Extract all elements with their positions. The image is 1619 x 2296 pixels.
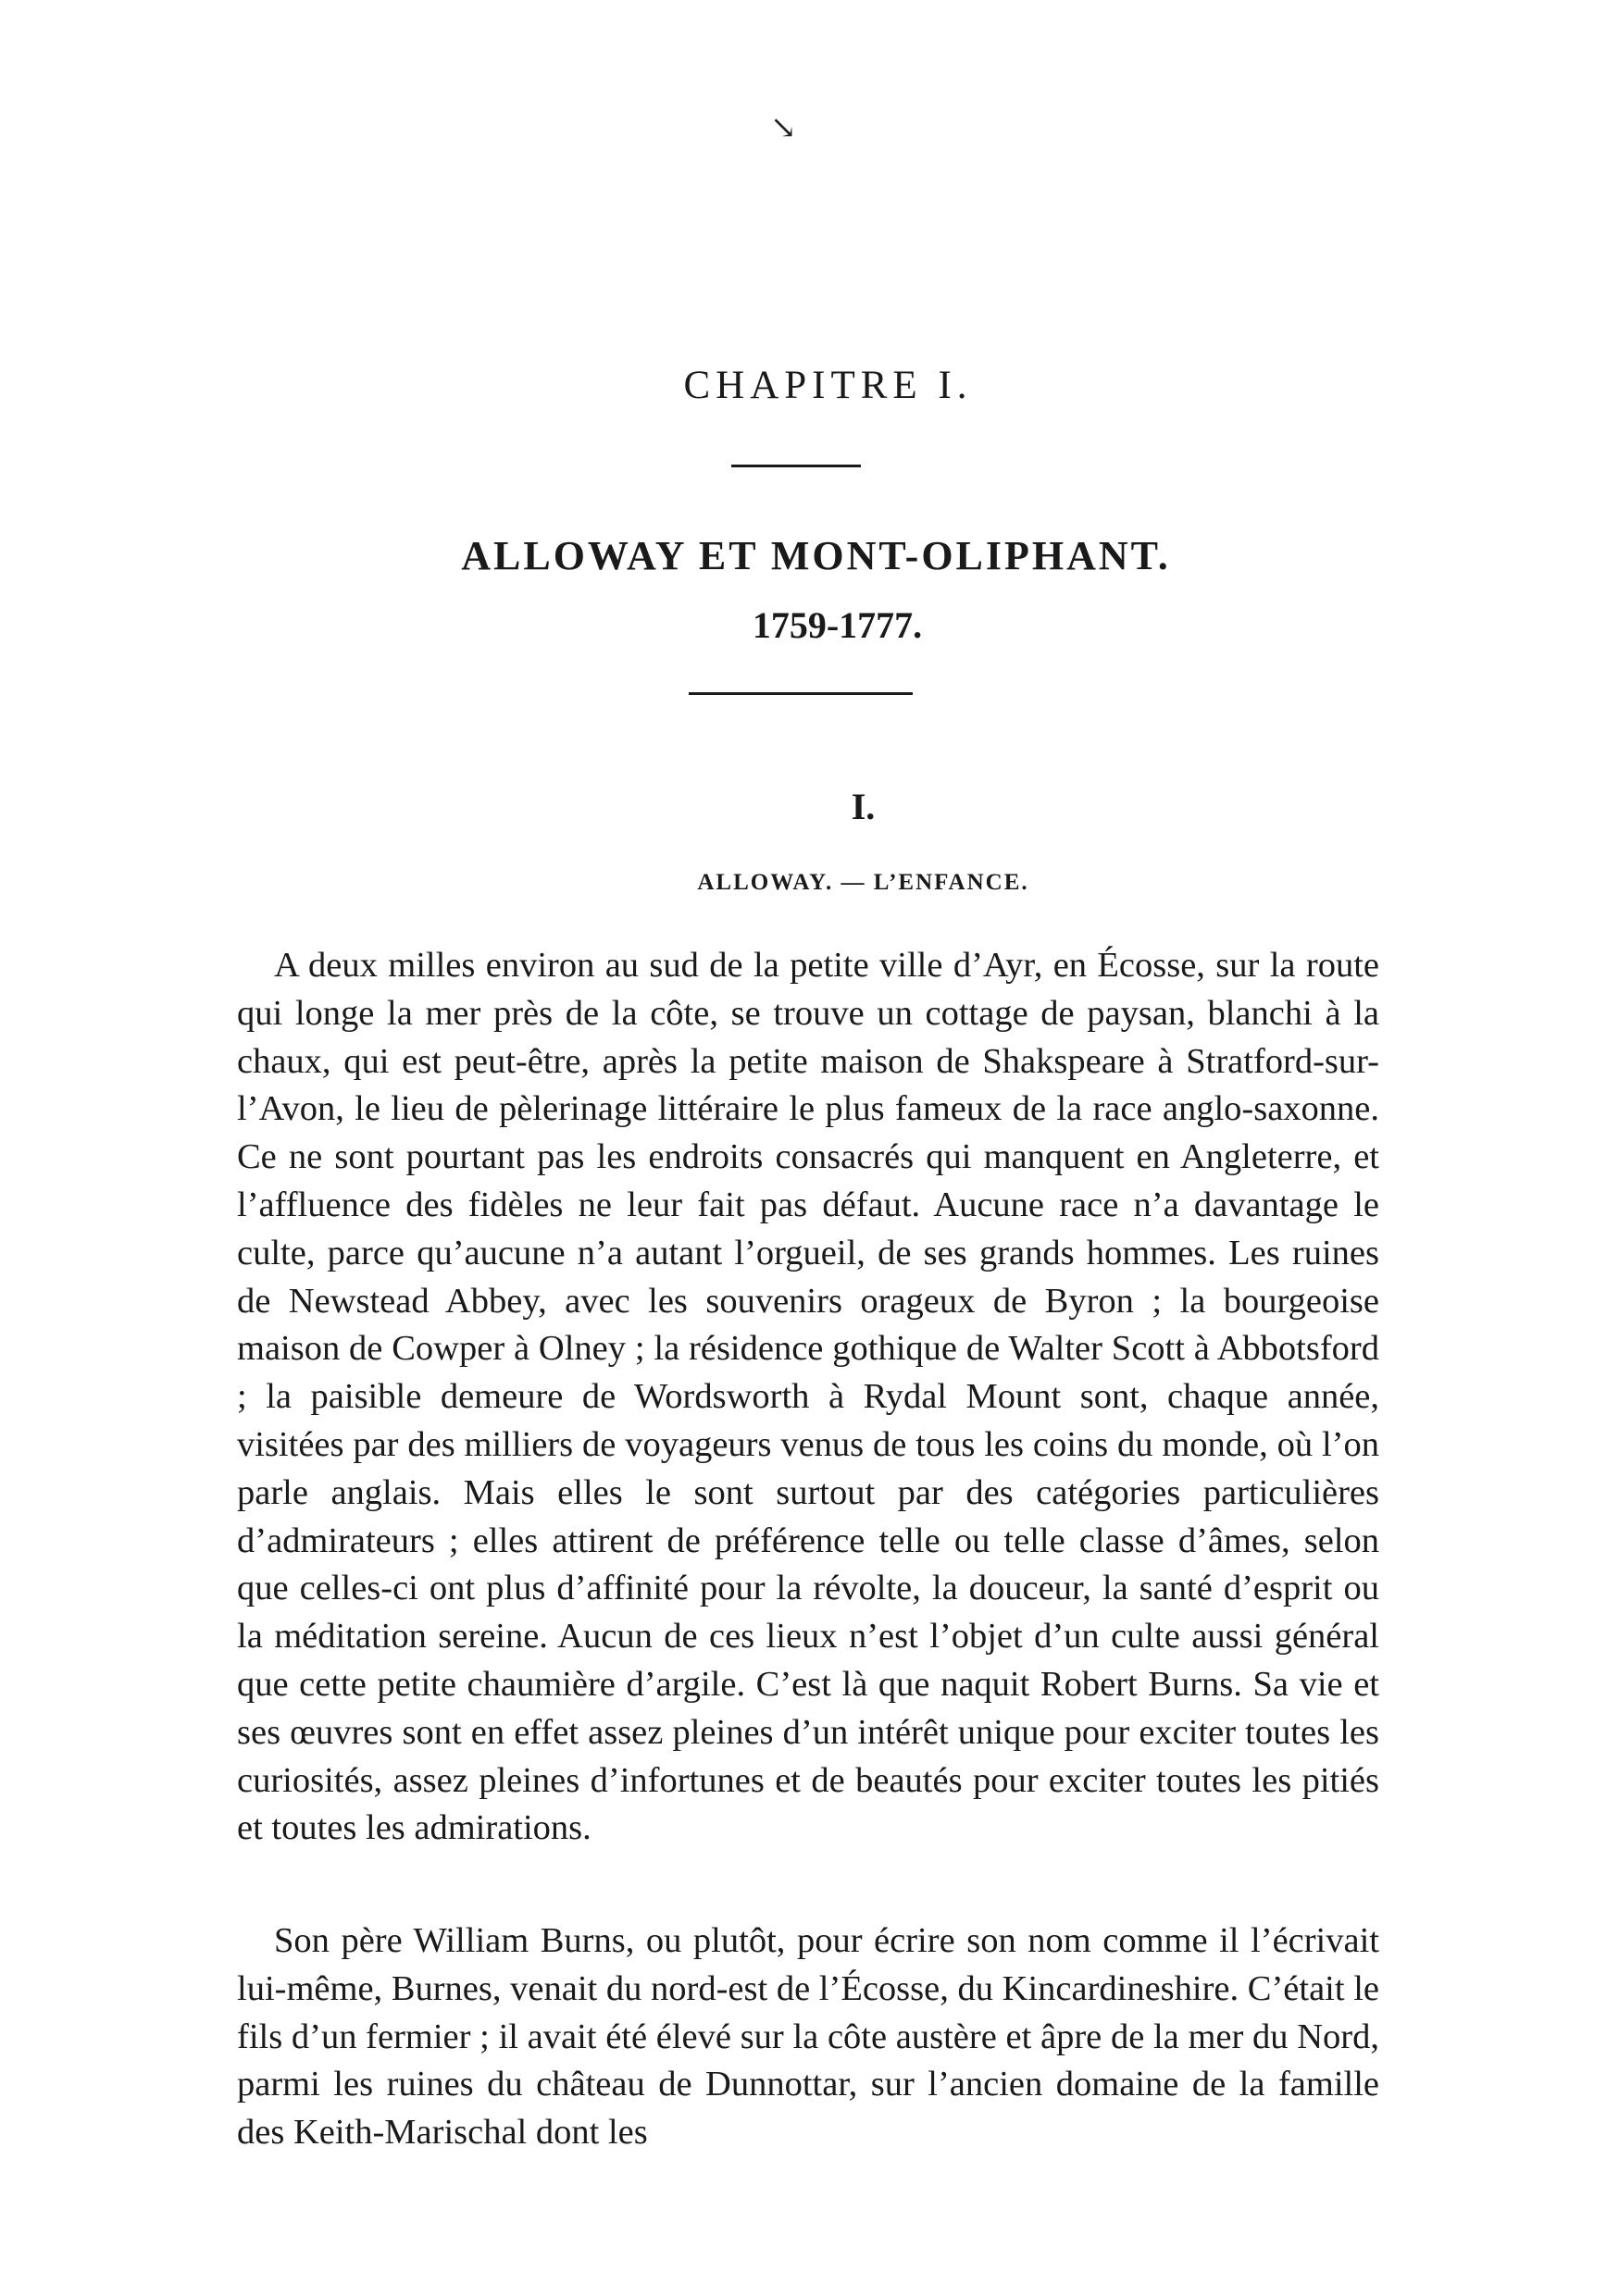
chapter-title: ALLOWAY ET MONT-OLIPHANT. (461, 533, 1171, 578)
chapter-heading: CHAPITRE I. (683, 364, 973, 407)
chapter-dates: 1759-1777. (752, 604, 923, 646)
chapter-divider (731, 465, 861, 467)
body-paragraph-1: A deux milles environ au sud de la petite ville d’Ayr, en Écosse, sur la route qui longe la mer près de la côte, se trouve un cottage de paysan, blanchi à la chaux, qui est peut-être, après la petite maison de Shakspeare à Stratford-sur-l’Avon, le lieu de pèlerinage littéraire le plus fameux de la race anglo-saxonne. Ce ne sont pourtant pas les endroits consacrés qui manquent en Angleterre, et l’affluence des fidèles ne leur fait pas défaut. Aucune race n’a davantage le culte, parce qu’aucune n’a autant l’orgueil, de ses grands hommes. Les ruines de Newstead Abbey, avec les souvenirs orageux de Byron ; la bourgeoise maison de Cowper à Olney ; la résidence gothique de Walter Scott à Abbotsford ; la paisible demeure de Wordsworth à Rydal Mount sont, chaque année, visitées par des milliers de voyageurs venus de tous les coins du monde, où l’on parle anglais. Mais elles le sont surtout par des catégories particulières d’admirateurs ; elles attirent de préférence telle ou telle classe d’âmes, selon que celles-ci ont plus d’affinité pour la révolte, la douceur, la santé d’esprit ou la méditation sereine. Aucun de ces lieux n’est l’objet d’un culte aussi général que cette petite chaumière d’argile. C’est là que naquit Robert Burns. Sa vie et ses œuvres sont en effet assez pleines d’un intérêt unique pour exciter toutes les curiosités, assez pleines d’infortunes et de beautés pour exciter toutes les pitiés et toutes les admirations. (237, 946, 1379, 1848)
body-paragraph-2: Son père William Burns, ou plutôt, pour écrire son nom comme il l’écrivait lui-même, Burnes, venait du nord-est de l’Écosse, du Kincardineshire. C’était le fils d’un fermier ; il avait été élevé sur la côte austère et âpre de la mer du Nord, parmi les ruines du château de Dunnottar, sur l’ancien domaine de la famille des Keith-Marischal dont les (237, 1921, 1379, 2153)
title-divider (689, 692, 913, 695)
part-subtitle: ALLOWAY. — L’ENFANCE. (697, 870, 1029, 895)
part-number: I. (851, 786, 876, 827)
stray-mark: ↘ (770, 111, 797, 145)
